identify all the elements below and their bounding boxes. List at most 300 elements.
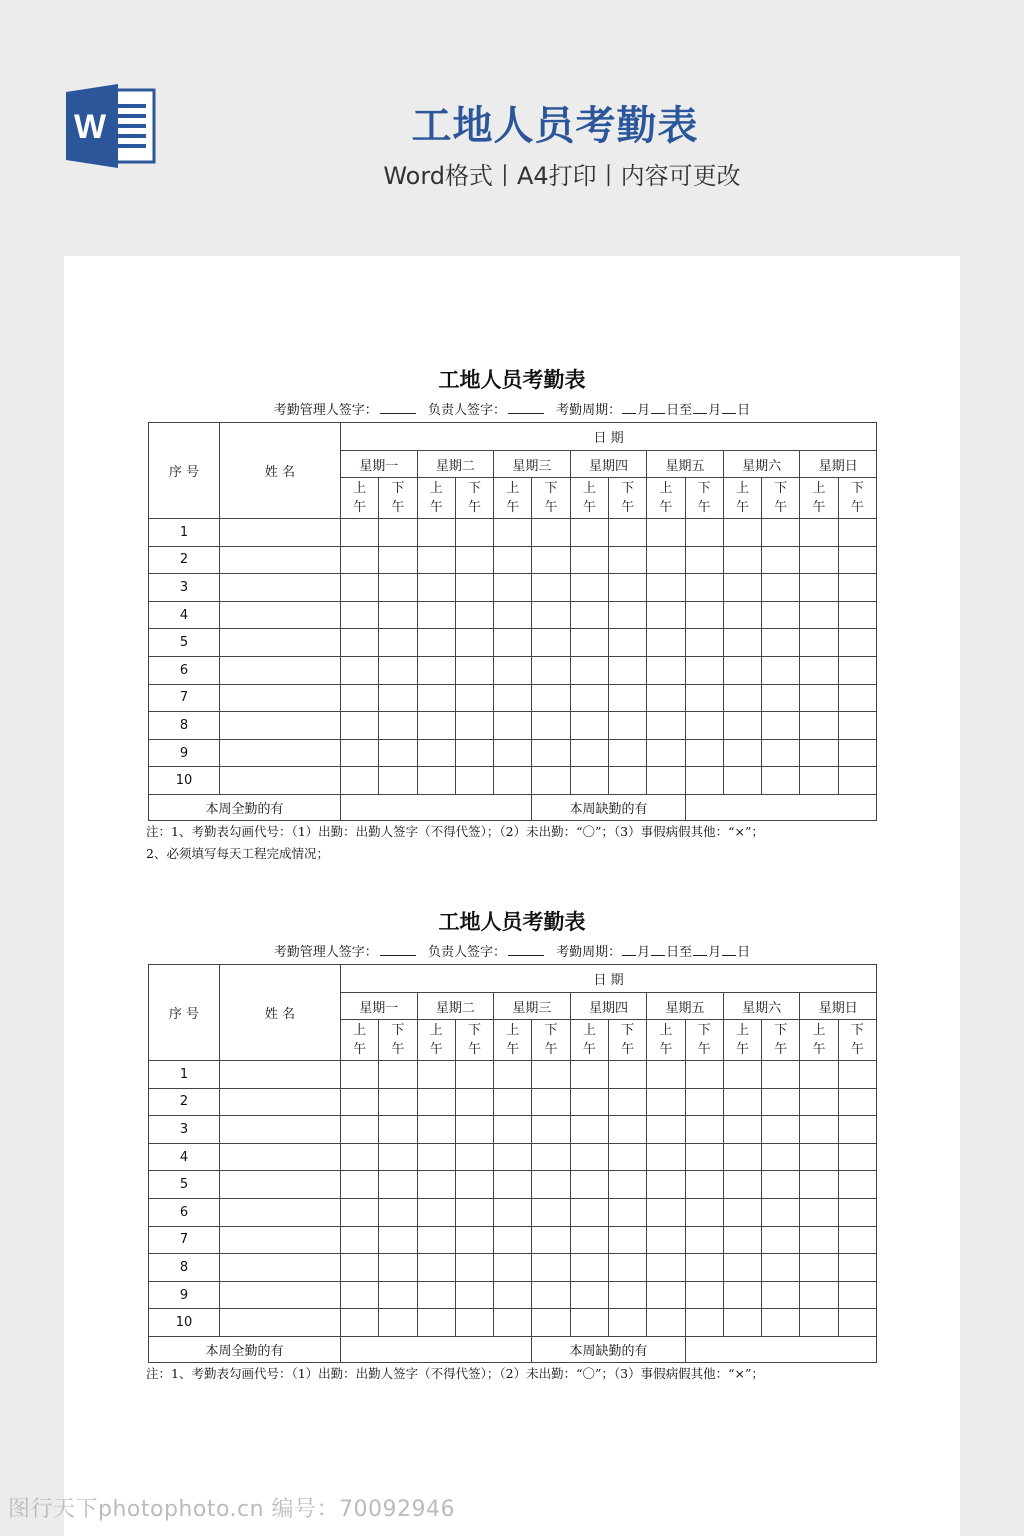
attendance-cell[interactable] <box>723 601 761 629</box>
attendance-cell[interactable] <box>685 546 723 574</box>
attendance-cell[interactable] <box>379 629 417 657</box>
attendance-cell[interactable] <box>417 656 455 684</box>
period-day-field[interactable] <box>651 401 665 414</box>
attendance-cell[interactable] <box>685 1061 723 1089</box>
name-cell[interactable] <box>220 1254 341 1282</box>
attendance-cell[interactable] <box>570 1198 608 1226</box>
attendance-cell[interactable] <box>532 684 570 712</box>
attendance-cell[interactable] <box>494 767 532 795</box>
attendance-cell[interactable] <box>494 739 532 767</box>
attendance-cell[interactable] <box>494 1171 532 1199</box>
attendance-cell[interactable] <box>417 684 455 712</box>
attendance-cell[interactable] <box>647 767 685 795</box>
attendance-cell[interactable] <box>608 1281 646 1309</box>
attendance-cell[interactable] <box>532 1116 570 1144</box>
name-cell[interactable] <box>220 601 341 629</box>
attendance-cell[interactable] <box>647 629 685 657</box>
attendance-cell[interactable] <box>838 574 876 602</box>
attendance-cell[interactable] <box>417 1088 455 1116</box>
attendance-cell[interactable] <box>570 1171 608 1199</box>
attendance-cell[interactable] <box>455 1309 493 1337</box>
attendance-cell[interactable] <box>455 601 493 629</box>
attendance-cell[interactable] <box>685 656 723 684</box>
attendance-cell[interactable] <box>532 601 570 629</box>
attendance-cell[interactable] <box>379 656 417 684</box>
attendance-cell[interactable] <box>800 684 838 712</box>
attendance-cell[interactable] <box>685 1226 723 1254</box>
attendance-cell[interactable] <box>341 1281 379 1309</box>
name-cell[interactable] <box>220 712 341 740</box>
attendance-cell[interactable] <box>800 601 838 629</box>
attendance-cell[interactable] <box>532 1143 570 1171</box>
attendance-cell[interactable] <box>379 1281 417 1309</box>
attendance-cell[interactable] <box>379 546 417 574</box>
attendance-cell[interactable] <box>800 519 838 547</box>
attendance-cell[interactable] <box>723 684 761 712</box>
attendance-cell[interactable] <box>455 574 493 602</box>
attendance-cell[interactable] <box>685 629 723 657</box>
attendance-cell[interactable] <box>494 1309 532 1337</box>
attendance-cell[interactable] <box>379 712 417 740</box>
attendance-cell[interactable] <box>838 1143 876 1171</box>
attendance-cell[interactable] <box>723 546 761 574</box>
attendance-cell[interactable] <box>838 1226 876 1254</box>
attendance-cell[interactable] <box>532 629 570 657</box>
attendance-cell[interactable] <box>494 601 532 629</box>
attendance-cell[interactable] <box>417 1061 455 1089</box>
attendance-cell[interactable] <box>570 1061 608 1089</box>
attendance-cell[interactable] <box>532 1254 570 1282</box>
attendance-cell[interactable] <box>608 1061 646 1089</box>
attendance-cell[interactable] <box>800 629 838 657</box>
attendance-cell[interactable] <box>341 1309 379 1337</box>
attendance-cell[interactable] <box>494 1226 532 1254</box>
attendance-cell[interactable] <box>723 1198 761 1226</box>
attendance-cell[interactable] <box>647 1088 685 1116</box>
attendance-cell[interactable] <box>685 1198 723 1226</box>
attendance-cell[interactable] <box>762 546 800 574</box>
attendance-cell[interactable] <box>341 1171 379 1199</box>
attendance-cell[interactable] <box>608 546 646 574</box>
attendance-cell[interactable] <box>494 629 532 657</box>
attendance-cell[interactable] <box>685 519 723 547</box>
attendance-cell[interactable] <box>341 656 379 684</box>
attendance-cell[interactable] <box>685 601 723 629</box>
attendance-cell[interactable] <box>762 1116 800 1144</box>
attendance-cell[interactable] <box>723 1226 761 1254</box>
manager-sign-field[interactable] <box>380 401 416 414</box>
attendance-cell[interactable] <box>723 574 761 602</box>
name-cell[interactable] <box>220 1226 341 1254</box>
attendance-cell[interactable] <box>379 767 417 795</box>
attendance-cell[interactable] <box>341 1116 379 1144</box>
attendance-cell[interactable] <box>838 739 876 767</box>
attendance-cell[interactable] <box>762 684 800 712</box>
attendance-cell[interactable] <box>685 739 723 767</box>
attendance-cell[interactable] <box>800 1116 838 1144</box>
absent-cell[interactable] <box>685 794 876 820</box>
attendance-cell[interactable] <box>379 1198 417 1226</box>
attendance-cell[interactable] <box>800 1061 838 1089</box>
attendance-cell[interactable] <box>341 519 379 547</box>
attendance-cell[interactable] <box>417 519 455 547</box>
name-cell[interactable] <box>220 629 341 657</box>
attendance-cell[interactable] <box>379 1171 417 1199</box>
attendance-cell[interactable] <box>532 1171 570 1199</box>
attendance-cell[interactable] <box>838 1171 876 1199</box>
attendance-cell[interactable] <box>417 1116 455 1144</box>
attendance-cell[interactable] <box>379 1061 417 1089</box>
attendance-cell[interactable] <box>455 739 493 767</box>
attendance-cell[interactable] <box>379 574 417 602</box>
attendance-cell[interactable] <box>608 739 646 767</box>
attendance-cell[interactable] <box>723 712 761 740</box>
name-cell[interactable] <box>220 1061 341 1089</box>
attendance-cell[interactable] <box>570 601 608 629</box>
attendance-cell[interactable] <box>532 519 570 547</box>
name-cell[interactable] <box>220 546 341 574</box>
attendance-cell[interactable] <box>341 601 379 629</box>
attendance-cell[interactable] <box>455 1281 493 1309</box>
person-in-charge-field[interactable] <box>508 401 544 414</box>
attendance-cell[interactable] <box>762 1088 800 1116</box>
attendance-cell[interactable] <box>647 1143 685 1171</box>
attendance-cell[interactable] <box>494 574 532 602</box>
attendance-cell[interactable] <box>762 1254 800 1282</box>
attendance-cell[interactable] <box>608 1198 646 1226</box>
attendance-cell[interactable] <box>762 601 800 629</box>
attendance-cell[interactable] <box>608 1088 646 1116</box>
attendance-cell[interactable] <box>532 767 570 795</box>
attendance-cell[interactable] <box>570 1281 608 1309</box>
attendance-cell[interactable] <box>417 1226 455 1254</box>
attendance-cell[interactable] <box>762 767 800 795</box>
attendance-cell[interactable] <box>838 601 876 629</box>
attendance-cell[interactable] <box>608 519 646 547</box>
attendance-cell[interactable] <box>838 767 876 795</box>
name-cell[interactable] <box>220 656 341 684</box>
attendance-cell[interactable] <box>608 1171 646 1199</box>
attendance-cell[interactable] <box>379 1254 417 1282</box>
attendance-cell[interactable] <box>417 574 455 602</box>
attendance-cell[interactable] <box>532 712 570 740</box>
attendance-cell[interactable] <box>838 1254 876 1282</box>
attendance-cell[interactable] <box>379 739 417 767</box>
attendance-cell[interactable] <box>379 601 417 629</box>
attendance-cell[interactable] <box>417 739 455 767</box>
attendance-cell[interactable] <box>532 1281 570 1309</box>
attendance-cell[interactable] <box>800 574 838 602</box>
attendance-cell[interactable] <box>685 684 723 712</box>
attendance-cell[interactable] <box>685 1116 723 1144</box>
attendance-cell[interactable] <box>570 519 608 547</box>
period-day-field[interactable] <box>651 943 665 956</box>
attendance-cell[interactable] <box>455 1171 493 1199</box>
attendance-cell[interactable] <box>685 1281 723 1309</box>
attendance-cell[interactable] <box>379 1226 417 1254</box>
attendance-cell[interactable] <box>532 739 570 767</box>
attendance-cell[interactable] <box>532 656 570 684</box>
attendance-cell[interactable] <box>838 519 876 547</box>
attendance-cell[interactable] <box>379 1309 417 1337</box>
attendance-cell[interactable] <box>379 1116 417 1144</box>
attendance-cell[interactable] <box>532 1088 570 1116</box>
attendance-cell[interactable] <box>341 1143 379 1171</box>
attendance-cell[interactable] <box>647 546 685 574</box>
attendance-cell[interactable] <box>494 712 532 740</box>
attendance-cell[interactable] <box>685 574 723 602</box>
attendance-cell[interactable] <box>455 656 493 684</box>
attendance-cell[interactable] <box>838 1061 876 1089</box>
attendance-cell[interactable] <box>800 656 838 684</box>
attendance-cell[interactable] <box>494 1116 532 1144</box>
attendance-cell[interactable] <box>685 1171 723 1199</box>
attendance-cell[interactable] <box>455 1061 493 1089</box>
attendance-cell[interactable] <box>455 1226 493 1254</box>
attendance-cell[interactable] <box>417 601 455 629</box>
attendance-cell[interactable] <box>838 1116 876 1144</box>
attendance-cell[interactable] <box>532 1061 570 1089</box>
name-cell[interactable] <box>220 1088 341 1116</box>
attendance-cell[interactable] <box>762 656 800 684</box>
attendance-cell[interactable] <box>341 1088 379 1116</box>
attendance-cell[interactable] <box>762 1281 800 1309</box>
attendance-cell[interactable] <box>341 546 379 574</box>
attendance-cell[interactable] <box>723 1254 761 1282</box>
attendance-cell[interactable] <box>417 1171 455 1199</box>
attendance-cell[interactable] <box>570 1309 608 1337</box>
attendance-cell[interactable] <box>723 1143 761 1171</box>
attendance-cell[interactable] <box>532 546 570 574</box>
name-cell[interactable] <box>220 1171 341 1199</box>
attendance-cell[interactable] <box>455 1198 493 1226</box>
attendance-cell[interactable] <box>417 1281 455 1309</box>
attendance-cell[interactable] <box>762 712 800 740</box>
attendance-cell[interactable] <box>570 1254 608 1282</box>
attendance-cell[interactable] <box>341 1254 379 1282</box>
attendance-cell[interactable] <box>341 684 379 712</box>
attendance-cell[interactable] <box>762 739 800 767</box>
attendance-cell[interactable] <box>647 1171 685 1199</box>
attendance-cell[interactable] <box>570 1116 608 1144</box>
full-attendance-cell[interactable] <box>341 1336 532 1362</box>
attendance-cell[interactable] <box>455 1088 493 1116</box>
attendance-cell[interactable] <box>417 1254 455 1282</box>
attendance-cell[interactable] <box>800 1088 838 1116</box>
attendance-cell[interactable] <box>838 684 876 712</box>
attendance-cell[interactable] <box>494 519 532 547</box>
attendance-cell[interactable] <box>341 1198 379 1226</box>
attendance-cell[interactable] <box>762 1309 800 1337</box>
attendance-cell[interactable] <box>455 1116 493 1144</box>
attendance-cell[interactable] <box>647 1198 685 1226</box>
name-cell[interactable] <box>220 1116 341 1144</box>
attendance-cell[interactable] <box>685 1088 723 1116</box>
attendance-cell[interactable] <box>647 601 685 629</box>
attendance-cell[interactable] <box>838 629 876 657</box>
attendance-cell[interactable] <box>608 1116 646 1144</box>
attendance-cell[interactable] <box>647 684 685 712</box>
attendance-cell[interactable] <box>800 712 838 740</box>
attendance-cell[interactable] <box>608 656 646 684</box>
attendance-cell[interactable] <box>723 656 761 684</box>
attendance-cell[interactable] <box>723 519 761 547</box>
attendance-cell[interactable] <box>762 1226 800 1254</box>
manager-sign-field[interactable] <box>380 943 416 956</box>
attendance-cell[interactable] <box>800 767 838 795</box>
name-cell[interactable] <box>220 1198 341 1226</box>
attendance-cell[interactable] <box>608 574 646 602</box>
period-month2-field[interactable] <box>693 401 707 414</box>
attendance-cell[interactable] <box>417 1143 455 1171</box>
attendance-cell[interactable] <box>570 739 608 767</box>
attendance-cell[interactable] <box>379 1143 417 1171</box>
attendance-cell[interactable] <box>417 1309 455 1337</box>
attendance-cell[interactable] <box>341 1061 379 1089</box>
attendance-cell[interactable] <box>494 656 532 684</box>
name-cell[interactable] <box>220 684 341 712</box>
attendance-cell[interactable] <box>417 712 455 740</box>
attendance-cell[interactable] <box>762 1061 800 1089</box>
attendance-cell[interactable] <box>379 684 417 712</box>
attendance-cell[interactable] <box>647 1309 685 1337</box>
attendance-cell[interactable] <box>532 1309 570 1337</box>
attendance-cell[interactable] <box>723 1309 761 1337</box>
attendance-cell[interactable] <box>570 656 608 684</box>
attendance-cell[interactable] <box>608 629 646 657</box>
attendance-cell[interactable] <box>800 1254 838 1282</box>
attendance-cell[interactable] <box>494 684 532 712</box>
attendance-cell[interactable] <box>762 1198 800 1226</box>
attendance-cell[interactable] <box>494 1254 532 1282</box>
attendance-cell[interactable] <box>417 767 455 795</box>
attendance-cell[interactable] <box>838 712 876 740</box>
attendance-cell[interactable] <box>762 519 800 547</box>
attendance-cell[interactable] <box>647 1116 685 1144</box>
attendance-cell[interactable] <box>608 1254 646 1282</box>
attendance-cell[interactable] <box>341 629 379 657</box>
attendance-cell[interactable] <box>494 1061 532 1089</box>
attendance-cell[interactable] <box>570 629 608 657</box>
attendance-cell[interactable] <box>608 767 646 795</box>
name-cell[interactable] <box>220 1309 341 1337</box>
attendance-cell[interactable] <box>608 601 646 629</box>
attendance-cell[interactable] <box>532 1226 570 1254</box>
period-month2-field[interactable] <box>693 943 707 956</box>
attendance-cell[interactable] <box>838 1088 876 1116</box>
attendance-cell[interactable] <box>570 767 608 795</box>
attendance-cell[interactable] <box>800 1281 838 1309</box>
attendance-cell[interactable] <box>455 546 493 574</box>
attendance-cell[interactable] <box>608 1309 646 1337</box>
attendance-cell[interactable] <box>455 767 493 795</box>
attendance-cell[interactable] <box>800 1309 838 1337</box>
attendance-cell[interactable] <box>723 1061 761 1089</box>
attendance-cell[interactable] <box>838 1198 876 1226</box>
attendance-cell[interactable] <box>341 767 379 795</box>
attendance-cell[interactable] <box>455 629 493 657</box>
name-cell[interactable] <box>220 767 341 795</box>
name-cell[interactable] <box>220 739 341 767</box>
period-month-field[interactable] <box>622 943 636 956</box>
attendance-cell[interactable] <box>379 1088 417 1116</box>
attendance-cell[interactable] <box>762 629 800 657</box>
attendance-cell[interactable] <box>685 712 723 740</box>
attendance-cell[interactable] <box>608 1226 646 1254</box>
attendance-cell[interactable] <box>762 574 800 602</box>
attendance-cell[interactable] <box>417 629 455 657</box>
attendance-cell[interactable] <box>723 1171 761 1199</box>
attendance-cell[interactable] <box>647 1061 685 1089</box>
name-cell[interactable] <box>220 1281 341 1309</box>
attendance-cell[interactable] <box>608 1143 646 1171</box>
attendance-cell[interactable] <box>685 1143 723 1171</box>
attendance-cell[interactable] <box>455 684 493 712</box>
attendance-cell[interactable] <box>608 684 646 712</box>
attendance-cell[interactable] <box>838 1281 876 1309</box>
name-cell[interactable] <box>220 574 341 602</box>
attendance-cell[interactable] <box>685 1309 723 1337</box>
attendance-cell[interactable] <box>685 767 723 795</box>
attendance-cell[interactable] <box>647 739 685 767</box>
attendance-cell[interactable] <box>838 546 876 574</box>
attendance-cell[interactable] <box>532 574 570 602</box>
name-cell[interactable] <box>220 519 341 547</box>
attendance-cell[interactable] <box>341 739 379 767</box>
attendance-cell[interactable] <box>800 739 838 767</box>
attendance-cell[interactable] <box>838 1309 876 1337</box>
attendance-cell[interactable] <box>723 767 761 795</box>
attendance-cell[interactable] <box>647 574 685 602</box>
attendance-cell[interactable] <box>570 1226 608 1254</box>
attendance-cell[interactable] <box>570 1088 608 1116</box>
attendance-cell[interactable] <box>723 1281 761 1309</box>
attendance-cell[interactable] <box>685 1254 723 1282</box>
attendance-cell[interactable] <box>762 1171 800 1199</box>
attendance-cell[interactable] <box>608 712 646 740</box>
name-cell[interactable] <box>220 1143 341 1171</box>
attendance-cell[interactable] <box>800 1171 838 1199</box>
attendance-cell[interactable] <box>723 739 761 767</box>
attendance-cell[interactable] <box>800 1226 838 1254</box>
attendance-cell[interactable] <box>494 1198 532 1226</box>
attendance-cell[interactable] <box>800 546 838 574</box>
attendance-cell[interactable] <box>647 1226 685 1254</box>
attendance-cell[interactable] <box>417 1198 455 1226</box>
absent-cell[interactable] <box>685 1336 876 1362</box>
attendance-cell[interactable] <box>455 1143 493 1171</box>
attendance-cell[interactable] <box>838 656 876 684</box>
attendance-cell[interactable] <box>647 1281 685 1309</box>
attendance-cell[interactable] <box>570 546 608 574</box>
attendance-cell[interactable] <box>494 1281 532 1309</box>
period-month-field[interactable] <box>622 401 636 414</box>
attendance-cell[interactable] <box>341 712 379 740</box>
attendance-cell[interactable] <box>723 629 761 657</box>
attendance-cell[interactable] <box>800 1198 838 1226</box>
attendance-cell[interactable] <box>570 684 608 712</box>
attendance-cell[interactable] <box>800 1143 838 1171</box>
attendance-cell[interactable] <box>647 656 685 684</box>
attendance-cell[interactable] <box>532 1198 570 1226</box>
attendance-cell[interactable] <box>455 519 493 547</box>
attendance-cell[interactable] <box>647 519 685 547</box>
attendance-cell[interactable] <box>341 574 379 602</box>
attendance-cell[interactable] <box>417 546 455 574</box>
attendance-cell[interactable] <box>723 1088 761 1116</box>
attendance-cell[interactable] <box>762 1143 800 1171</box>
person-in-charge-field[interactable] <box>508 943 544 956</box>
